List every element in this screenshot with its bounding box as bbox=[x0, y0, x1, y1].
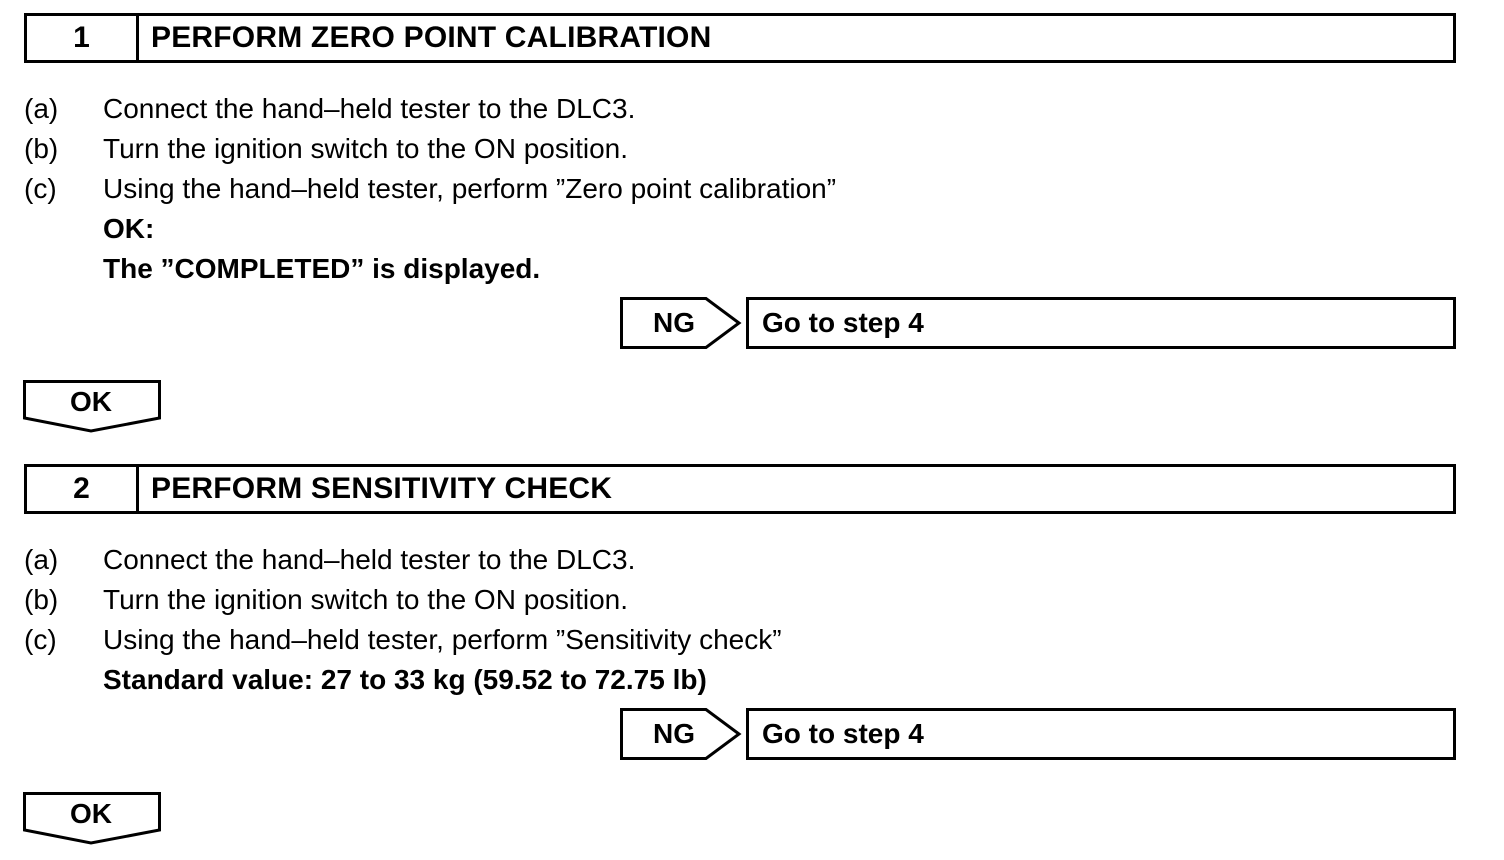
item-label: (c) bbox=[24, 173, 57, 204]
step-number: 1 bbox=[27, 16, 139, 60]
standard-value: Standard value: 27 to 33 kg (59.52 to 72.75 lb) bbox=[103, 664, 707, 695]
item-label: (b) bbox=[24, 584, 59, 615]
ok-branch bbox=[23, 792, 161, 846]
item-text: Connect the hand–held tester to the DLC3. bbox=[103, 544, 636, 575]
step-2-header bbox=[24, 464, 1456, 514]
step-number: 2 bbox=[27, 467, 139, 511]
item-text: Turn the ignition switch to the ON position. bbox=[103, 133, 628, 164]
item-text: Connect the hand–held tester to the DLC3. bbox=[103, 93, 636, 124]
ok-branch bbox=[23, 380, 161, 434]
step-title: PERFORM ZERO POINT CALIBRATION bbox=[151, 21, 712, 54]
ng-label: NG bbox=[653, 718, 695, 749]
item-text: Turn the ignition switch to the ON position. bbox=[103, 584, 628, 615]
ok-label: OK bbox=[70, 386, 112, 417]
ng-branch bbox=[620, 708, 1458, 760]
ng-destination: Go to step 4 bbox=[746, 708, 1456, 760]
item-label: (c) bbox=[24, 624, 57, 655]
ok-label: OK bbox=[70, 798, 112, 829]
result-text: The ”COMPLETED” is displayed. bbox=[103, 253, 541, 284]
step-title: PERFORM SENSITIVITY CHECK bbox=[151, 472, 613, 505]
item-label: (a) bbox=[24, 544, 59, 575]
step-1-header bbox=[24, 13, 1456, 63]
item-label: (b) bbox=[24, 133, 59, 164]
item-text: Using the hand–held tester, perform ”Zero point calibration” bbox=[103, 173, 837, 204]
ng-label: NG bbox=[653, 307, 695, 338]
ng-branch bbox=[620, 297, 1458, 349]
item-text: Using the hand–held tester, perform ”Sensitivity check” bbox=[103, 624, 782, 655]
result-label: OK: bbox=[103, 213, 155, 244]
item-label: (a) bbox=[24, 93, 59, 124]
ng-destination: Go to step 4 bbox=[746, 297, 1456, 349]
